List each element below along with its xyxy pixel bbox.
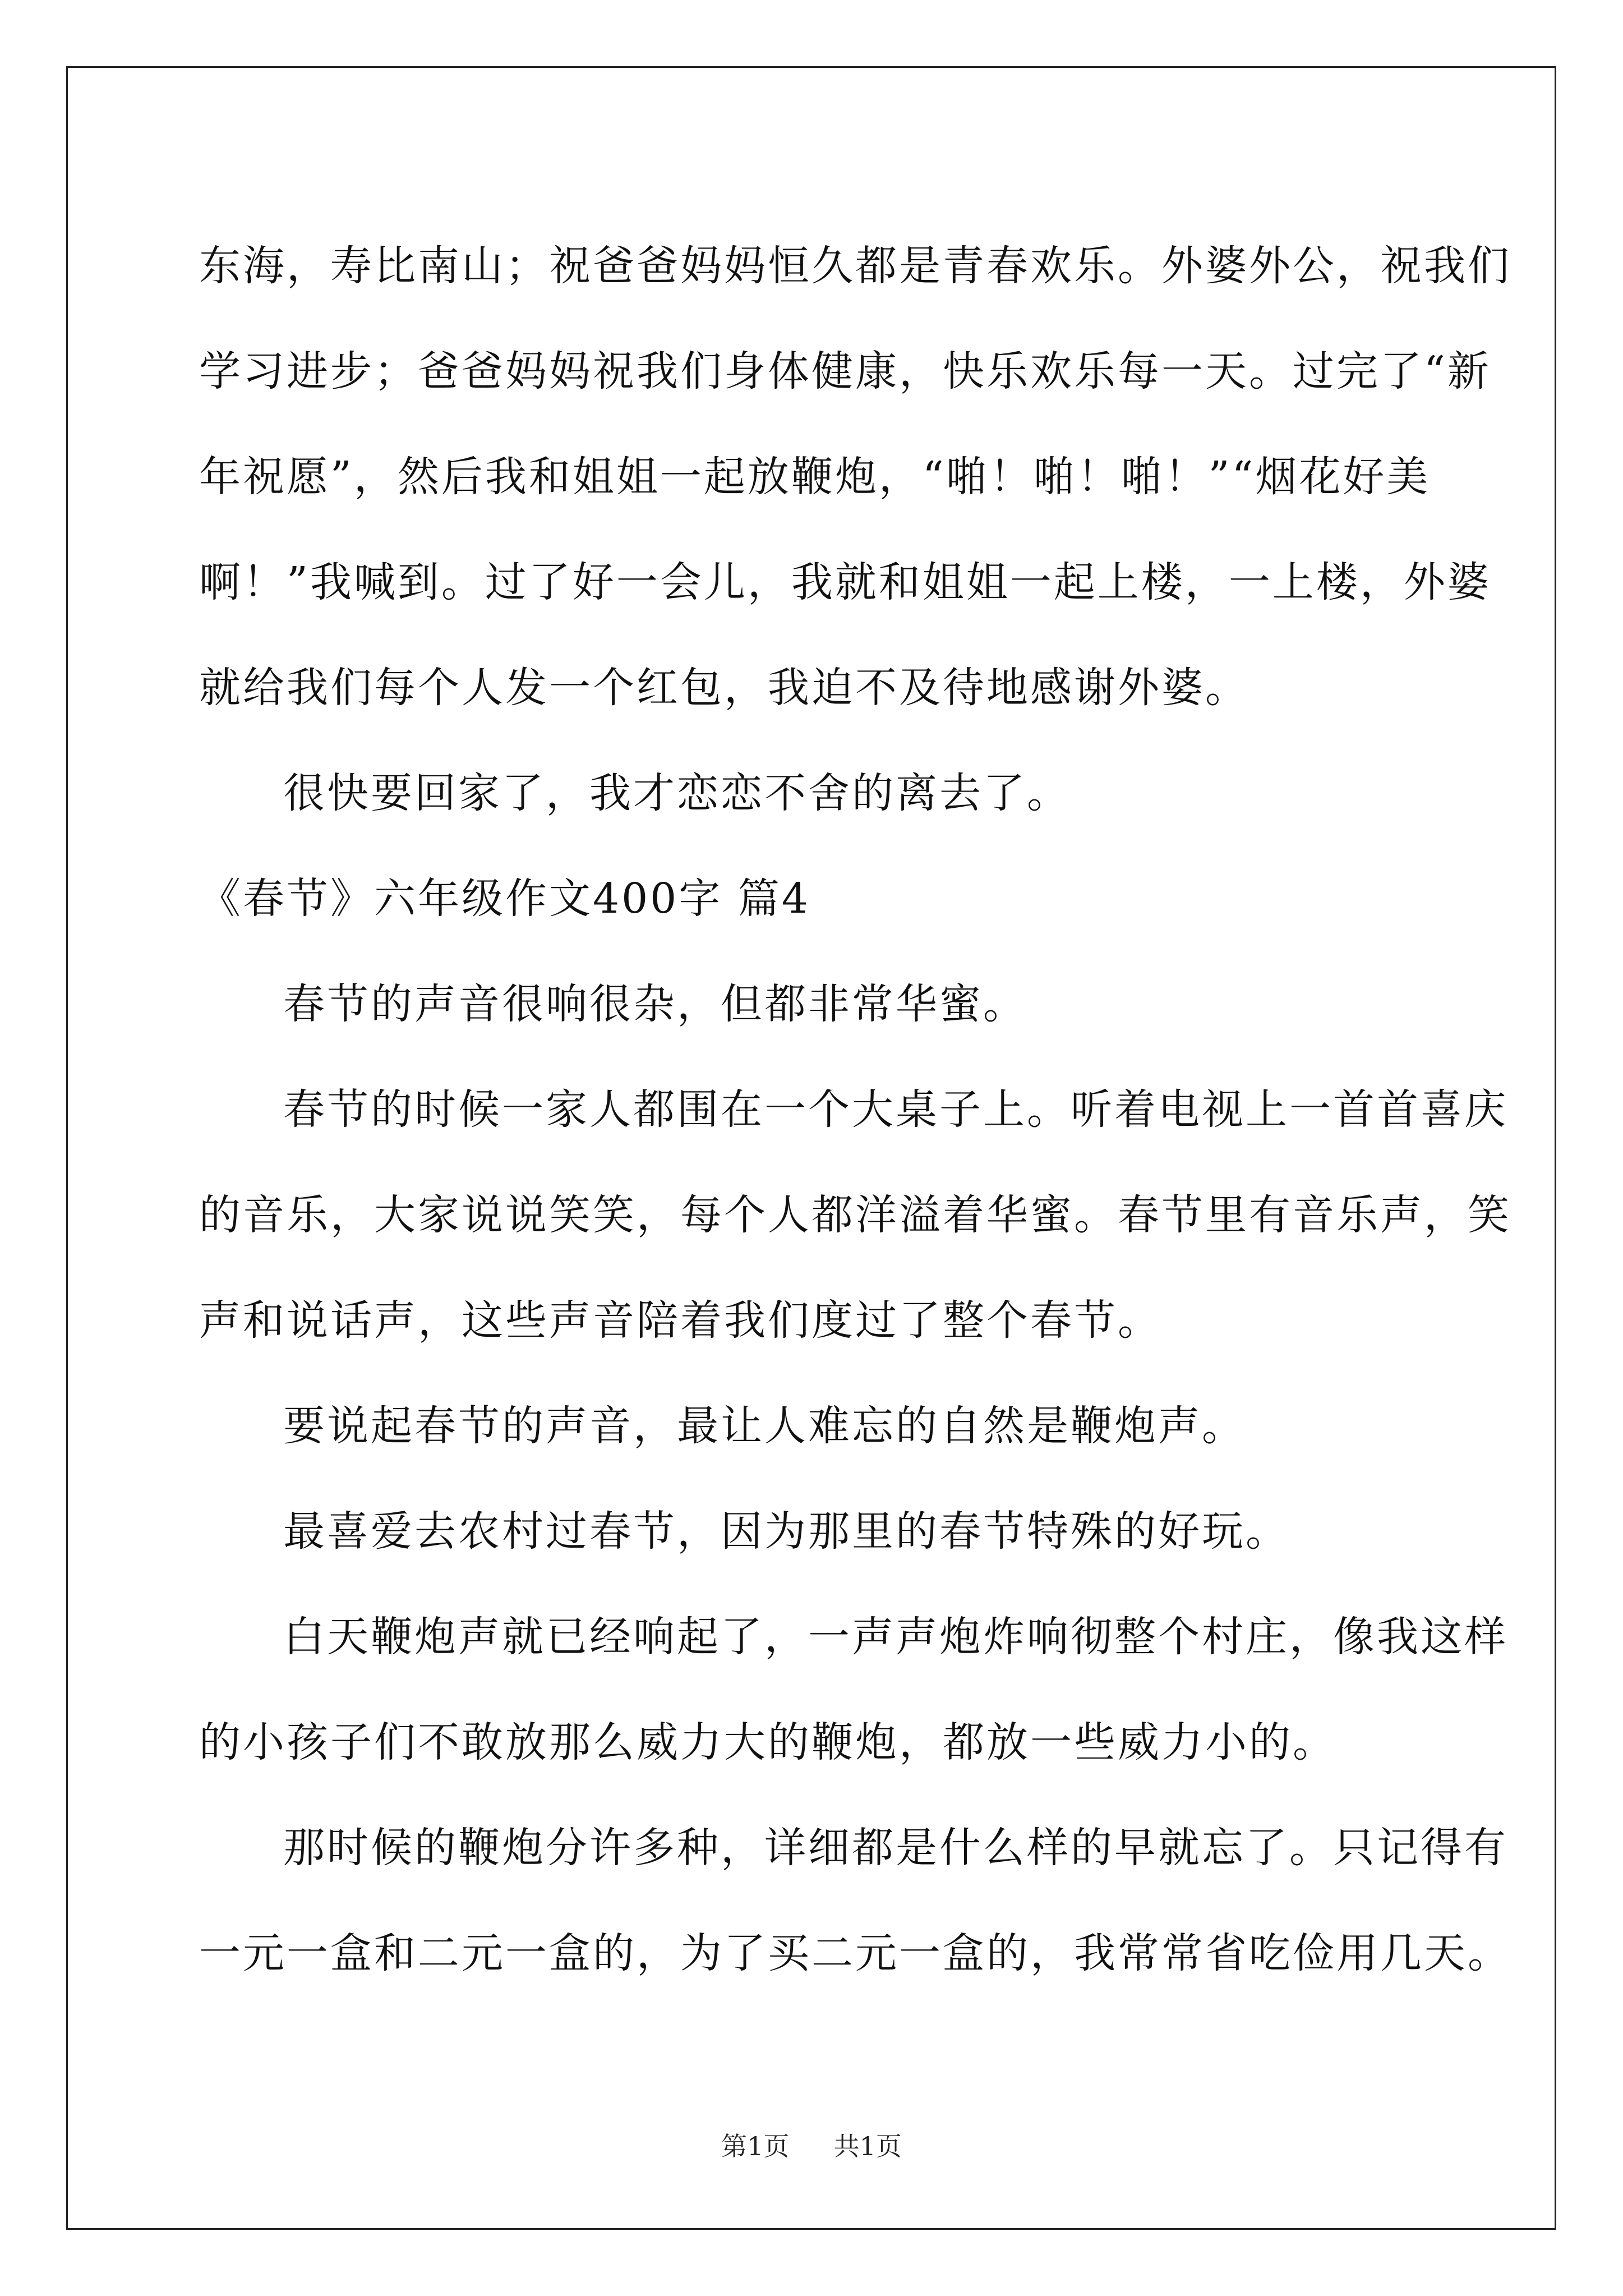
text-line: 的音乐，大家说说笑笑，每个人都洋溢着华蜜。春节里有音乐声，笑: [199, 1191, 1511, 1239]
text-line: 春节的声音很响很杂，但都非常华蜜。: [283, 980, 1027, 1028]
text-line: 春节的时候一家人都围在一个大桌子上。听着电视上一首首喜庆: [283, 1085, 1508, 1134]
text-line: 声和说话声，这些声音陪着我们度过了整个春节。: [199, 1296, 1161, 1345]
text-line: 很快要回家了，我才恋恋不舍的离去了。: [283, 769, 1071, 817]
text-line: 白天鞭炮声就已经响起了，一声声炮炸响彻整个村庄，像我这样: [283, 1613, 1508, 1661]
page-total: 共1页: [833, 2131, 902, 2161]
page-footer: [0, 2126, 1623, 2163]
section-heading: 《春节》六年级作文400字 篇4: [199, 875, 810, 923]
text-line: 学习进步；爸爸妈妈祝我们身体健康，快乐欢乐每一天。过完了“新: [199, 347, 1491, 395]
document-body: [199, 213, 1511, 2006]
text-line: 那时候的鞭炮分许多种，详细都是什么样的早就忘了。只记得有: [283, 1824, 1508, 1872]
page-number: 第1页: [721, 2131, 790, 2161]
text-line: 的小孩子们不敢放那么威力大的鞭炮，都放一些威力小的。: [199, 1718, 1336, 1766]
text-line: 最喜爱去农村过春节，因为那里的春节特殊的好玩。: [283, 1507, 1289, 1556]
text-line: 一元一盒和二元一盒的，为了买二元一盒的，我常常省吃俭用几天。: [199, 1929, 1511, 1977]
text-line: 东海，寿比南山；祝爸爸妈妈恒久都是青春欢乐。外婆外公，祝我们: [199, 242, 1511, 290]
text-line: 年祝愿”，然后我和姐姐一起放鞭炮，“啪！啪！啪！”“烟花好美: [199, 453, 1431, 501]
text-line: 啊！”我喊到。过了好一会儿，我就和姐姐一起上楼，一上楼，外婆: [199, 558, 1491, 606]
text-line: 就给我们每个人发一个红包，我迫不及待地感谢外婆。: [199, 664, 1249, 712]
text-line: 要说起春节的声音，最让人难忘的自然是鞭炮声。: [283, 1402, 1246, 1450]
